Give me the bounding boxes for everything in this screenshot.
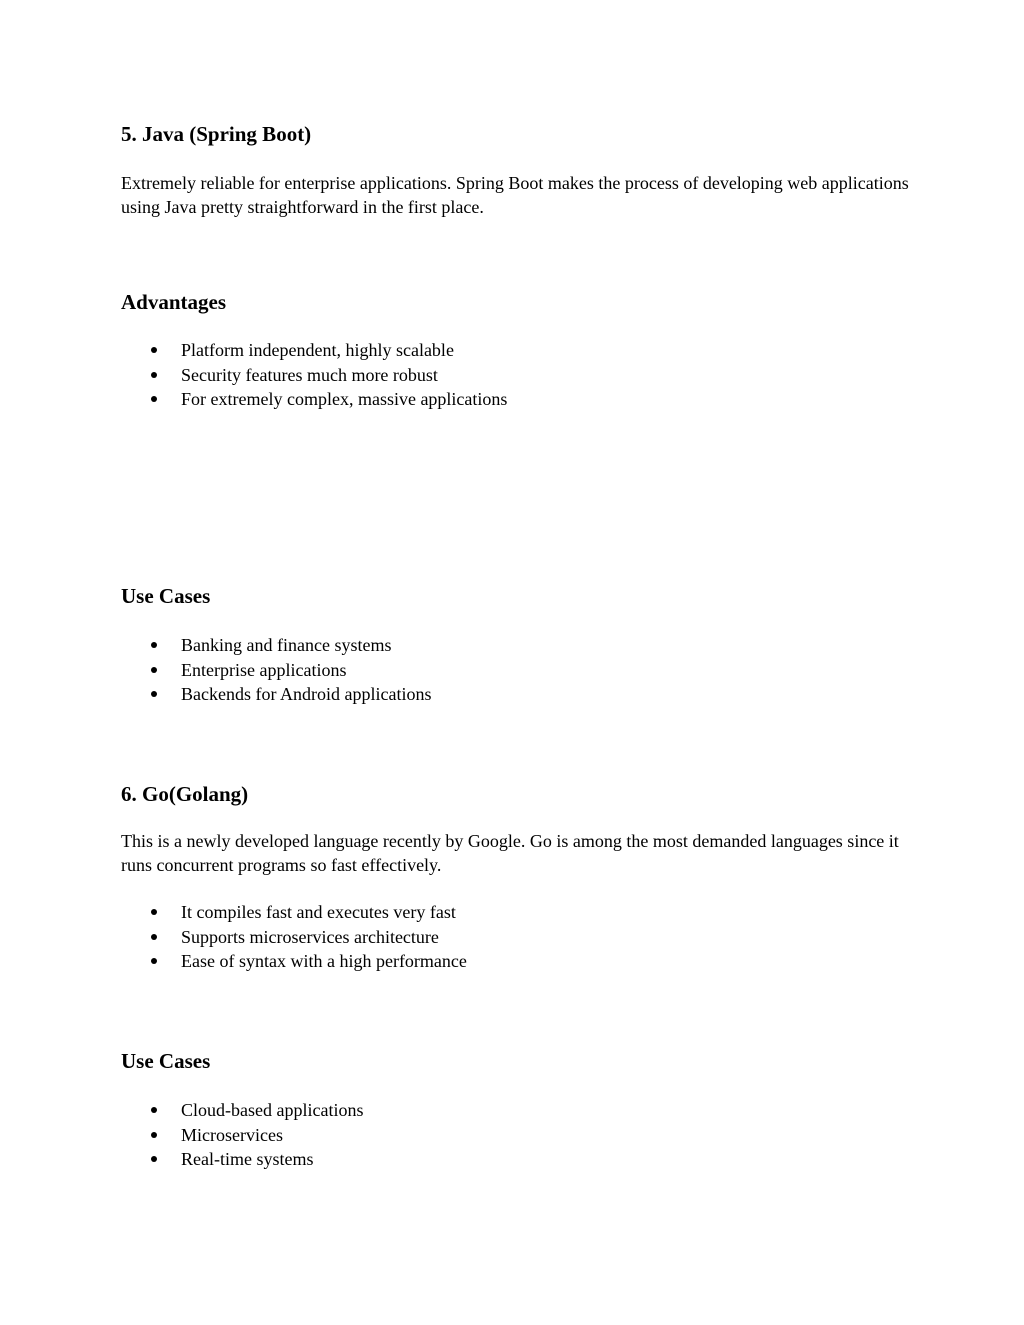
list-item [121, 949, 467, 974]
go-use-cases-list [121, 1098, 363, 1172]
bullet-icon [151, 958, 157, 964]
list-item-text: Microservices [181, 1124, 283, 1145]
bullet-icon [151, 1107, 157, 1113]
bullet-icon [151, 372, 157, 378]
list-item [121, 925, 467, 950]
go-features-list [121, 900, 467, 974]
list-item [121, 682, 431, 707]
list-item-text: Real-time systems [181, 1149, 314, 1169]
list-item-text: Cloud-based applications [181, 1100, 364, 1120]
java-use-cases-heading: Use Cases [121, 584, 211, 608]
list-item-text: Enterprise applications [181, 659, 347, 680]
bullet-icon [151, 691, 157, 697]
list-item [121, 633, 431, 658]
list-item-text: Supports microservices architecture [181, 926, 439, 947]
list-item-text: It compiles fast and executes very fast [181, 902, 456, 922]
bullet-icon [151, 642, 157, 648]
list-item [121, 387, 507, 412]
bullet-icon [151, 1132, 157, 1138]
list-item-text: Backends for Android applications [181, 684, 432, 704]
bullet-icon [151, 667, 157, 673]
go-intro-paragraph: This is a newly developed language recently by Google. Go is among the most demanded languages since it runs concurrent programs so fast effectively. [121, 831, 899, 875]
section-title-go: 6. Go(Golang) [121, 782, 249, 806]
bullet-icon [151, 347, 157, 353]
java-advantages-heading: Advantages [121, 290, 227, 314]
list-item-text: Platform independent, highly scalable [181, 340, 454, 360]
list-item-text: Security features much more robust [181, 364, 438, 385]
bullet-icon [151, 396, 157, 402]
list-item [121, 1098, 363, 1123]
list-item [121, 363, 507, 388]
list-item [121, 338, 507, 363]
list-item [121, 658, 431, 683]
list-item [121, 1147, 363, 1172]
section-title-java: 5. Java (Spring Boot) [121, 122, 312, 146]
bullet-icon [151, 1156, 157, 1162]
list-item-text: For extremely complex, massive applications [181, 389, 508, 409]
go-use-cases-heading: Use Cases [121, 1049, 211, 1073]
list-item [121, 900, 467, 925]
bullet-icon [151, 934, 157, 940]
java-advantages-list [121, 338, 507, 412]
list-item [121, 1123, 363, 1148]
bullet-icon [151, 909, 157, 915]
list-item-text: Banking and finance systems [181, 635, 392, 655]
java-use-cases-list [121, 633, 431, 707]
java-intro-paragraph: Extremely reliable for enterprise applications. Spring Boot makes the process of developing web applications using Java pretty straightforward in the first place. [121, 173, 909, 217]
list-item-text: Ease of syntax with a high performance [181, 951, 467, 971]
